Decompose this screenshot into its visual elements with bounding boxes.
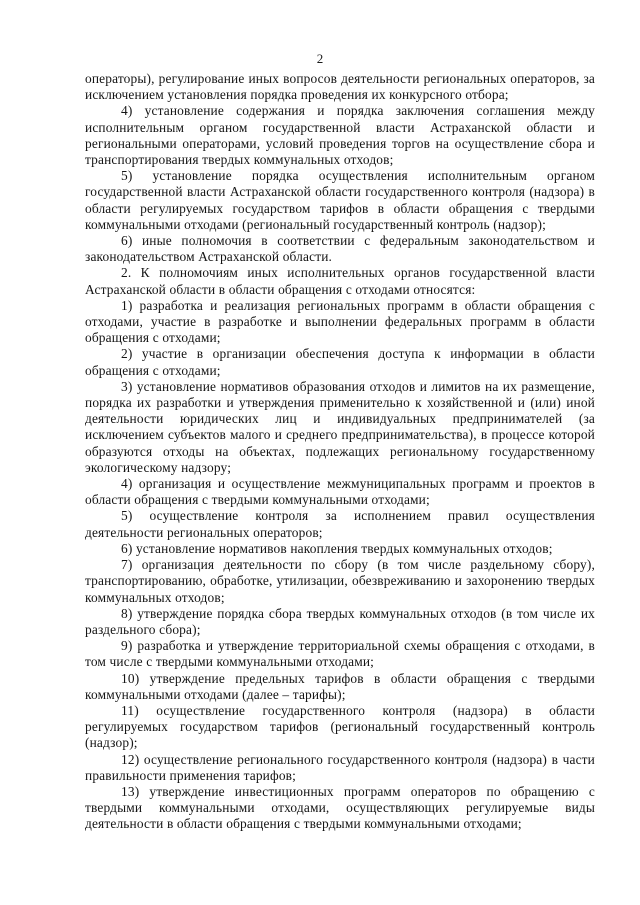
paragraph-subitem-2: 2) участие в организации обеспечения доступа к информации в области обращения с отходами; [85, 346, 595, 378]
document-body [85, 71, 595, 833]
paragraph-item-6: 6) иные полномочия в соответствии с федеральным законодательством и законодательством Астраханской области. [85, 233, 595, 265]
paragraph-item-5: 5) установление порядка осуществления исполнительным органом государственной власти Астраханской области государственного контроля (надзора) в области регулируемых государством тарифов в области обращения с твердыми коммунальными отходами (региональный государственный контроль (надзор); [85, 168, 595, 232]
paragraph-subitem-11: 11) осуществление государственного контроля (надзора) в области регулируемых государством тарифов (региональный государственный контроль (надзор); [85, 702, 595, 751]
paragraph-subitem-10: 10) утверждение предельных тарифов в области обращения с твердыми коммунальными отходами (далее – тарифы); [85, 670, 595, 702]
paragraph-subitem-6: 6) установление нормативов накопления твердых коммунальных отходов; [121, 540, 553, 556]
paragraph-subitem-4: 4) организация и осуществление межмуниципальных программ и проектов в области обращения с твердыми коммунальными отходами; [85, 476, 595, 508]
paragraph-section-2: 2. К полномочиям иных исполнительных органов государственной власти Астраханской области в области обращения с отходами относятся: [85, 265, 595, 297]
page-number: 2 [316, 51, 324, 66]
paragraph-subitem-9: 9) разработка и утверждение территориальной схемы обращения с отходами, в том числе с твердыми коммунальными отходами; [85, 638, 595, 670]
paragraph-subitem-7: 7) организация деятельности по сбору (в том числе раздельному сбору), транспортированию, обработке, утилизации, обезвреживанию и захоронению твердых коммунальных отходов; [85, 557, 595, 605]
paragraph-subitem-5: 5) осуществление контроля за исполнением правил осуществления деятельности региональных операторов; [85, 508, 595, 540]
paragraph-subitem-12: 12) осуществление регионального государственного контроля (надзора) в части правильности применения тарифов; [85, 751, 595, 783]
paragraph-subitem-3: 3) установление нормативов образования отходов и лимитов на их размещение, порядка их разработки и утверждения применительно к хозяйственной и (или) иной деятельности юридических лиц и индивидуальных предпринимателей (за исключением субъектов малого и среднего предпринимательства), в процессе которой образуются отходы на объектах, подлежащих региональному государственному экологическому надзору; [85, 378, 595, 475]
paragraph-item-4: 4) установление содержания и порядка заключения соглашения между исполнительным органом государственной власти Астраханской области и региональными операторами, условий проведения торгов на осуществление сбора и транспортирования твердых коммунальных отходов; [85, 103, 595, 168]
paragraph-continuation: операторы), регулирование иных вопросов деятельности региональных операторов, за исключением установления порядка проведения их конкурсного отбора; [85, 71, 595, 103]
paragraph-subitem-1: 1) разработка и реализация региональных программ в области обращения с отходами, участие в разработке и выполнении федеральных программ в области обращения с отходами; [85, 297, 595, 346]
paragraph-subitem-8: 8) утверждение порядка сбора твердых коммунальных отходов (в том числе их раздельного сбора); [85, 605, 595, 637]
paragraph-subitem-13: 13) утверждение инвестиционных программ операторов по обращению с твердыми коммунальными отходами, осуществляющих регулируемые виды деятельности в области обращения с твердыми коммунальными отходами; [85, 783, 595, 832]
